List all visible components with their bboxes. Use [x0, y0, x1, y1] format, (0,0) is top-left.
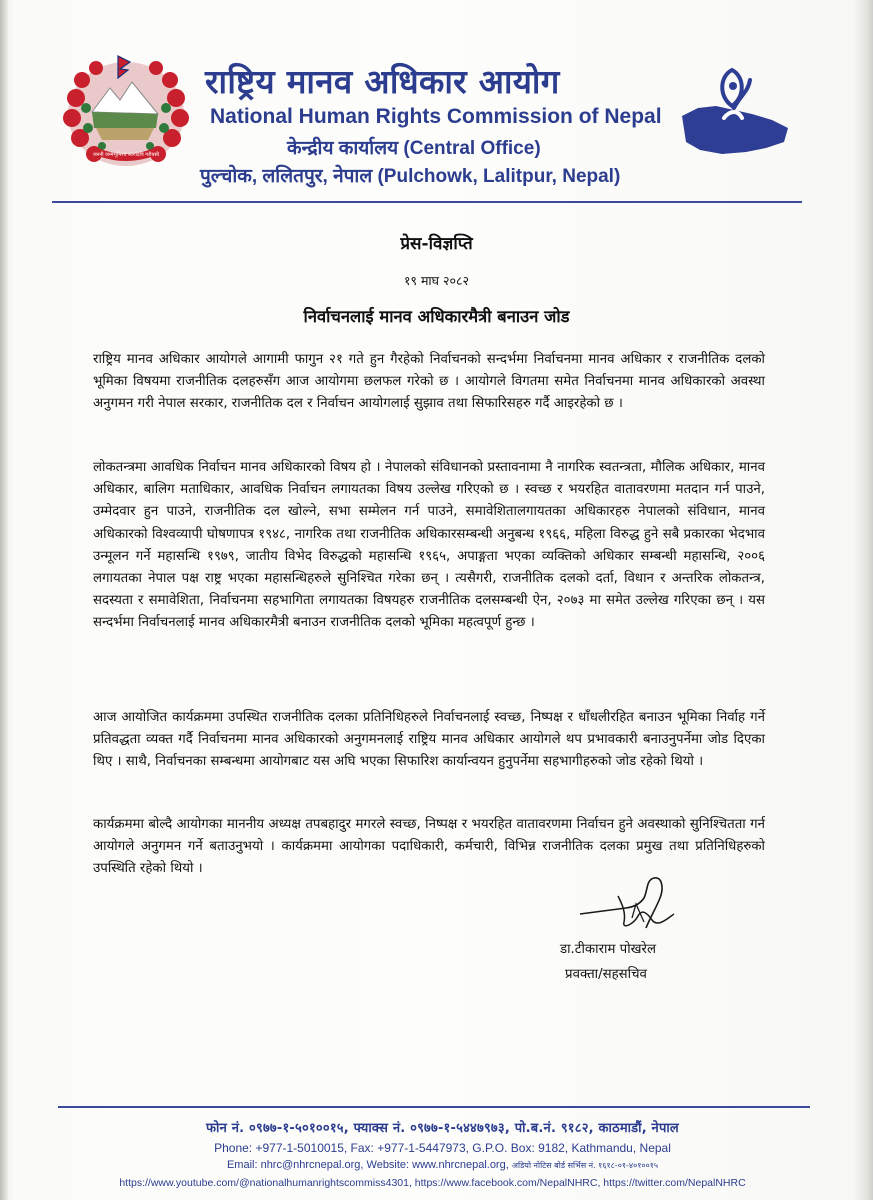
signatory-role: प्रवक्ता/सहसचिव: [565, 967, 647, 982]
nepal-emblem-icon: [62, 52, 190, 170]
svg-text:जननी जन्मभूमिश्च स्वर्गादपि गर: जननी जन्मभूमिश्च स्वर्गादपि गरीयसी: [92, 152, 160, 158]
office-address: पुल्चोक, ललितपुर, नेपाल (Pulchowk, Lalitpur, Nepal): [200, 166, 621, 187]
scan-edge-right: [851, 0, 873, 1200]
body-paragraph-3: आज आयोजित कार्यक्रममा उपस्थित राजनीतिक दलका प्रतिनिधिहरुले निर्वाचनलाई स्वच्छ, निष्पक्ष र धाँधलीरहित बनाउन भूमिका निर्वाह गर्ने प्रतिवद्धता व्यक्त गर्दै निर्वाचनमा मानव अधिकारको अनुगमनलाई राष्ट्रिय मानव अधिकार आयोगले थप प्रभावकारी बनाउनुपर्नेमा जोड दिएका थिए । साथै, निर्वाचनका सम्बन्धमा आयोगबाट यस अघि भएका सिफारिश कार्यान्वयन हुनुपर्नेमा सहभागीहरुको जोड रहेको थियो ।: [93, 710, 765, 770]
press-release-label: प्रेस-विज्ञप्ति: [400, 234, 473, 254]
header-divider: [52, 201, 802, 203]
body-paragraph-2: लोकतन्त्रमा आवधिक निर्वाचन मानव अधिकारको विषय हो । नेपालको संविधानको प्रस्तावनामा नै नागरिक स्वतन्त्रता, मौलिक अधिकार, मानव अधिकार, बालिग मताधिकार, आवधिक निर्वाचन लगायतका विषय उल्लेख गरिएको छ । स्वच्छ र भयरहित वातावरणमा मतदान गर्न पाउने, उम्मेदवार हुन पाउने, राजनीतिक दल खोल्ने, सभा सम्मेलन गर्न पाउने, समावेशितालगायतका अधिकारहरु नेपालको संविधान, मानव अधिकारको विश्वव्यापी घोषणापत्र १९४८, नागरिक तथा राजनीतिक अधिकारसम्बन्धी अनुबन्ध १९६६, महिला विरुद्ध हुने सबै प्रकारका भेदभाव उन्मूलन गर्ने महासन्धि १९७९, जातीय विभेद विरुद्धको महासन्धि १९६५, अपाङ्गता भएका व्यक्तिको अधिकार सम्बन्धी महासन्धि, २००६ लगायतका नेपाल पक्ष राष्ट्र भएका महासन्धिहरुले सुनिश्चित गरेका छन् । त्यसैगरी, राजनीतिक दलको दर्ता, विधान र अन्तरिक लोकतन्त्र, सदस्यता र समावेशिता, निर्वाचनमा सहभागिता लगायतका विषयहरु राजनीतिक दलसम्बन्धी ऐन, २०७३ मा समेत उल्लेख गरिएका छन् । यस सन्दर्भमा निर्वाचनलाई मानव अधिकारमैत्री बनाउन राजनीतिक दलको भूमिका महत्वपूर्ण हुन्छ ।: [93, 460, 765, 631]
signature-icon: [574, 874, 694, 936]
release-headline: निर्वाचनलाई मानव अधिकारमैत्री बनाउन जोड: [303, 307, 570, 326]
footer-divider: [58, 1106, 810, 1108]
body-paragraph-1: राष्ट्रिय मानव अधिकार आयोगले आगामी फागुन २१ गते हुन गैरहेको निर्वाचनको सन्दर्भमा निर्वाचनमा मानव अधिकार र राजनीतिक दलको भूमिका विषयमा राजनीतिक दलहरुसँग आज आयोगमा छलफल गरेको छ । आयोगले विगतमा समेत निर्वाचनमा मानव अधिकारको अवस्था अनुगमन गरी नेपाल सरकार, राजनीतिक दल र निर्वाचन आयोगलाई सुझाव तथा सिफारिसहरु गर्दै आइरहेको छ ।: [93, 352, 765, 412]
release-date: १९ माघ २०८२: [403, 273, 470, 288]
footer-contact-english: Phone: +977-1-5010015, Fax: +977-1-5447973, G.P.O. Box: 9182, Kathmandu, Nepal: [214, 1141, 671, 1155]
footer-contact-nepali: फोन नं. ०९७७-१-५०१००१५, फ्याक्स नं. ०९७७-१-५४४७९७३, पो.ब.नं. ९१८२, काठमाडौं, नेपाल: [206, 1121, 679, 1136]
nhrc-logo-icon: [676, 62, 794, 174]
office-label: केन्द्रीय कार्यालय (Central Office): [287, 138, 541, 159]
footer-email-web: [6, 1159, 873, 1171]
scan-edge-left: [0, 0, 8, 1200]
org-name-nepali: राष्ट्रिय मानव अधिकार आयोग: [205, 62, 560, 101]
footer-email-website: Email: nhrc@nhrcnepal.org, Website: www.nhrcnepal.org,: [226, 1159, 509, 1171]
footer-social-links: https://www.youtube.com/@nationalhumanrightscommiss4301, https://www.facebook.com/NepalNHRC, https://twitter.com/NepalNHRC: [119, 1177, 746, 1189]
org-name-english: National Human Rights Commission of Nepal: [210, 105, 662, 128]
signatory-name: डा.टीकाराम पोखरेल: [560, 942, 656, 957]
footer-hotline: अडियो नोटिस बोर्ड सर्भिस नं. १६१८-०१-४०१००१५: [511, 1161, 659, 1170]
body-paragraph-4: कार्यक्रममा बोल्दै आयोगका माननीय अध्यक्ष तपबहादुर मगरले स्वच्छ, निष्पक्ष र भयरहित वातावरणमा निर्वाचन हुने अवस्थाको सुनिश्चितता गर्न आयोगले अनुगमन गर्ने बताउनुभयो । कार्यक्रममा आयोगका पदाधिकारी, कर्मचारी, विभिन्न राजनीतिक दलका प्रमुख तथा प्रतिनिधिहरुको उपस्थिति रहेको थियो ।: [93, 817, 765, 877]
